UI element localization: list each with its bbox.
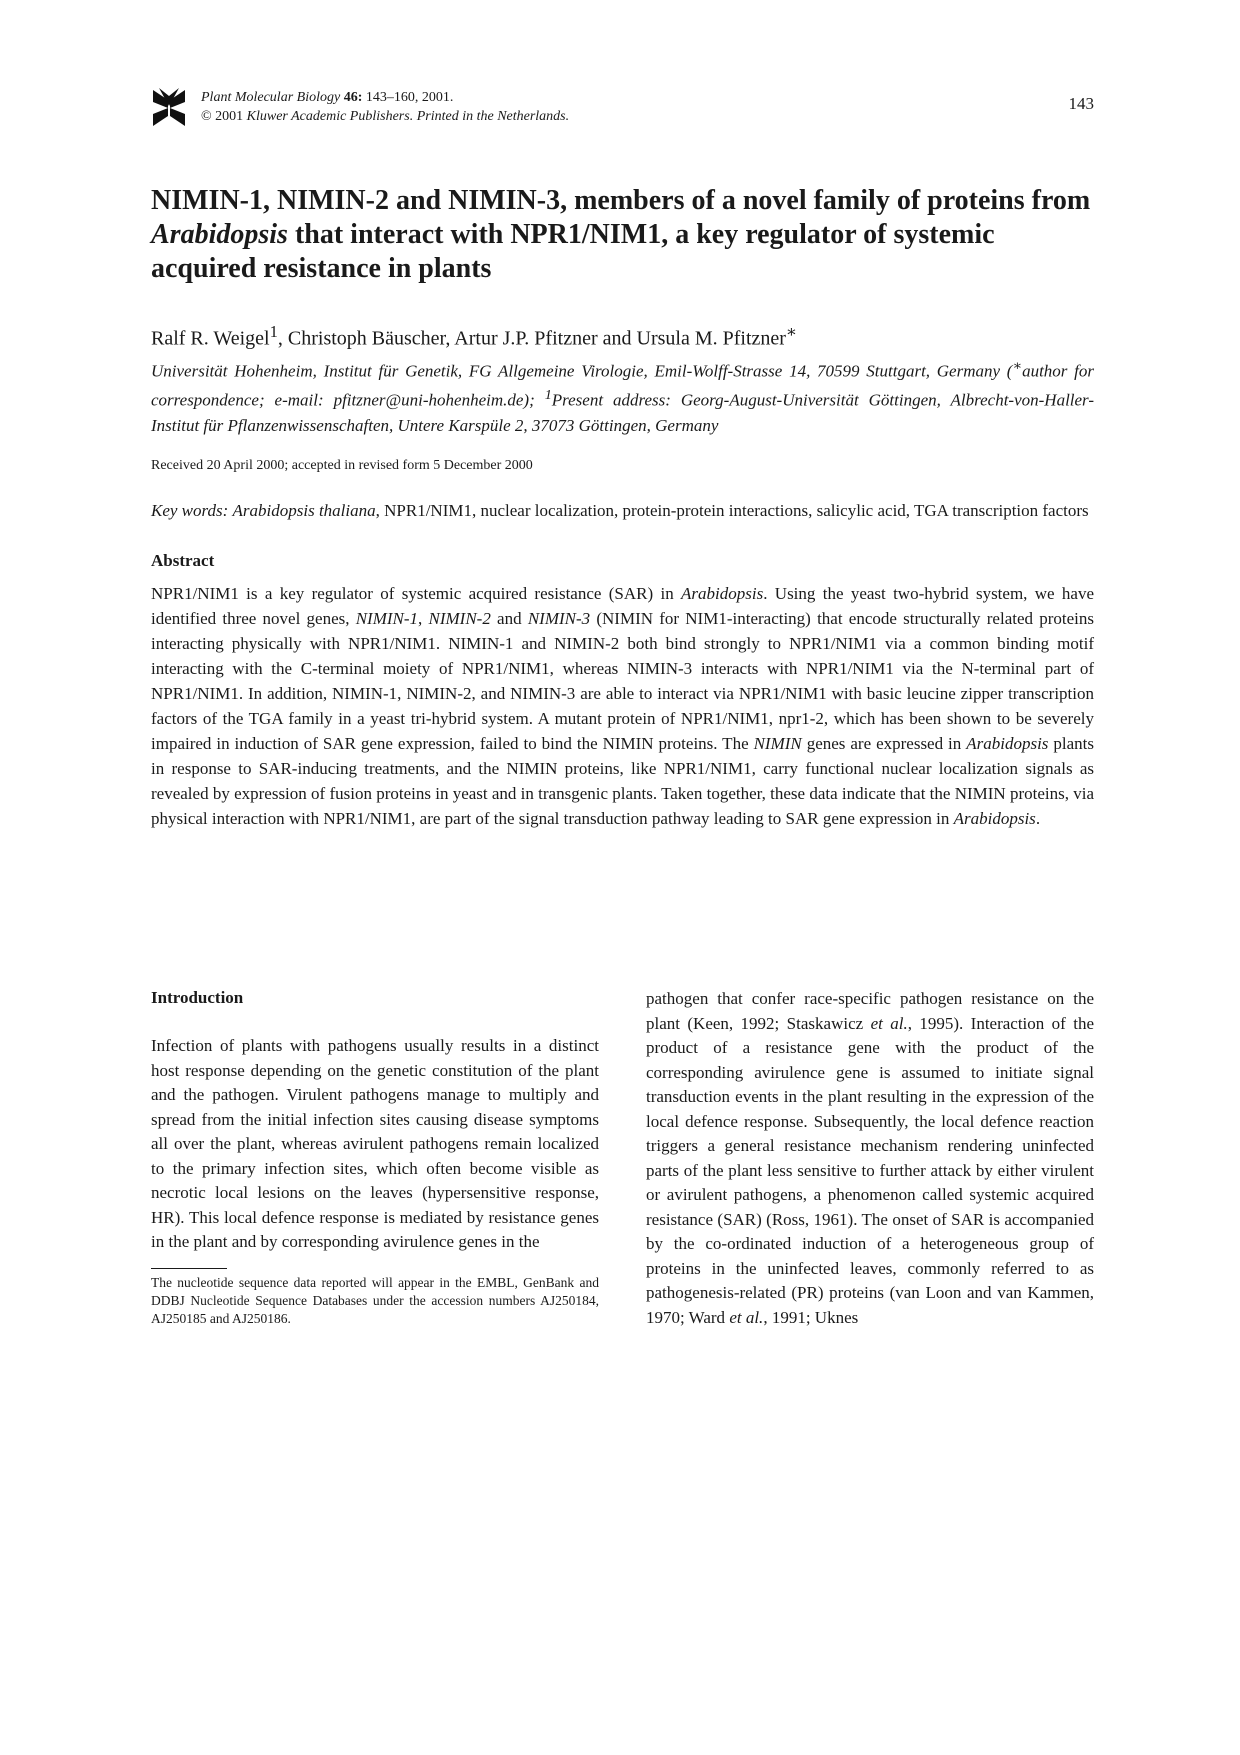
abstract-italic: NIMIN (753, 733, 802, 753)
footnote-divider (151, 1268, 227, 1269)
abstract-italic: NIMIN-1 (355, 608, 419, 628)
keywords-list: , NPR1/NIM1, nuclear localization, protein-protein interactions, salicylic acid, TGA transcription factors (375, 500, 1089, 520)
page-number: 143 (1068, 94, 1094, 113)
publisher-name: Kluwer Academic Publishers. (246, 109, 414, 124)
right-column-text: , 1995). Interaction of the product of a resistance gene with the product of the corresponding avirulence gene is assumed to initiate signal transduction events in the plant resulting in the expression of the local defence response. Subsequently, the local defence reaction triggers a general resistance mechanism rendering uninfected parts of the plant less sensitive to further attack by either virulent or avirulent pathogens, a phenomenon called systemic acquired resistance (SAR) (Ross, 1961). The onset of SAR is accompanied by the co-ordinated induction of a heterogeneous group of proteins in the uninfected leaves, commonly referred to as pathogenesis-related (PR) proteins (van Loon and van Kammen, 1970; Ward (646, 1013, 1095, 1327)
abstract-italic: Arabidopsis (681, 583, 764, 603)
right-column (646, 987, 1094, 1330)
present-address: Present address: Georg-August-Universität Göttingen, Albrecht-von-Haller-Institut für Pflanzenwissenschaften, Untere Karspüle 2, 37073 Göttingen, Germany (151, 390, 1094, 435)
keywords-label: Key words: (151, 500, 229, 520)
journal-name: Plant Molecular Biology (201, 90, 341, 105)
author-first-superscript: 1 (269, 322, 278, 341)
publisher-logo-icon (151, 88, 187, 128)
abstract-body (151, 581, 1094, 831)
introduction-heading: Introduction (151, 988, 244, 1007)
abstract-text: plants in response to SAR-inducing treatments, and the NIMIN proteins, like NPR1/NIM1, carry functional nuclear localization signals as revealed by expression of fusion proteins in yeast and in transgenic plants. Taken together, these data indicate that the NIMIN proteins, via physical interaction with NPR1/NIM1, are part of the signal transduction pathway leading to SAR gene expression in (151, 733, 1095, 828)
right-column-italic: et al. (870, 1013, 908, 1033)
abstract-text: , (418, 608, 429, 628)
correspondence-email: author for correspondence; e-mail: pfitzner@uni-hohenheim.de); (151, 361, 1094, 410)
printed-location: Printed in the Netherlands. (416, 109, 570, 124)
copyright-year: © 2001 (201, 109, 244, 124)
abstract-text: . Using the yeast two-hybrid system, we have identified three novel genes, (151, 583, 1094, 628)
abstract-text: and (490, 608, 528, 628)
received-dates: Received 20 April 2000; accepted in revised form 5 December 2000 (151, 457, 533, 473)
author-first: Ralf R. Weigel (151, 327, 270, 350)
journal-citation (201, 88, 569, 126)
affiliation-star: ∗ (1012, 357, 1023, 374)
keywords-species: Arabidopsis thaliana (232, 500, 376, 520)
abstract-text: NPR1/NIM1 is a key regulator of systemic acquired resistance (SAR) in (151, 583, 682, 603)
affiliation (151, 354, 1094, 438)
journal-volume: 46: (343, 90, 363, 105)
right-column-text: , 1991; Uknes (763, 1307, 859, 1327)
abstract-italic: Arabidopsis (966, 733, 1049, 753)
footnote: The nucleotide sequence data reported will appear in the EMBL, GenBank and DDBJ Nucleotide Sequence Databases under the accession numbers AJ250184, AJ250185 and AJ250186. (151, 1274, 599, 1326)
abstract-heading: Abstract (151, 550, 215, 570)
affiliation-superscript: 1 (544, 387, 552, 404)
corresponding-author-mark: ∗ (785, 322, 798, 341)
abstract-italic: Arabidopsis (953, 808, 1036, 828)
right-column-text: pathogen that confer race-specific pathogen resistance on the plant (Keen, 1992; Staskawicz (646, 989, 1094, 1033)
left-column (151, 987, 599, 1328)
abstract-text: (NIMIN for NIM1-interacting) that encode structurally related proteins interacting physically with NPR1/NIM1. NIMIN-1 and NIMIN-2 both bind strongly to NPR1/NIM1 via a common binding motif interacting with the C-terminal moiety of NPR1/NIM1, whereas NIMIN-3 interacts with NPR1/NIM1 via the N-terminal part of NPR1/NIM1. In addition, NIMIN-1, NIMIN-2, and NIMIN-3 are able to interact via NPR1/NIM1 with basic leucine zipper transcription factors of the TGA family in a yeast tri-hybrid system. A mutant protein of NPR1/NIM1, npr1-2, which has been shown to be severely impaired in induction of SAR gene expression, failed to bind the NIMIN proteins. The (151, 608, 1094, 753)
introduction-body: Infection of plants with pathogens usually results in a distinct host response depending on the genetic constitution of the plant and the pathogen. Virulent pathogens manage to multiply and spread from the initial infection sites causing disease symptoms all over the plant, whereas avirulent pathogens remain localized to the primary infection sites, which often become visible as necrotic local lesions on the leaves (hypersensitive response, HR). This local defence response is mediated by resistance genes in the plant and by corresponding avirulence genes in the (151, 1036, 599, 1251)
abstract-text: genes are expressed in (801, 733, 967, 753)
keywords (151, 498, 1094, 523)
title-text-2: that interact with NPR1/NIM1, a key regulator of systemic acquired resistance in plants (151, 219, 995, 284)
author-list (151, 320, 1094, 351)
abstract-italic: NIMIN-2 (428, 608, 491, 628)
title-text-1: NIMIN-1, NIMIN-2 and NIMIN-3, members of a novel family of proteins from (151, 185, 1091, 216)
right-column-italic: et al. (729, 1307, 764, 1327)
affiliation-institute: Universität Hohenheim, Institut für Genetik, FG Allgemeine Virologie, Emil-Wolff-Strasse 14, 70599 Stuttgart, Germany ( (151, 361, 1013, 381)
article-page (151, 82, 1095, 1327)
article-title (151, 184, 1094, 286)
abstract-italic: NIMIN-3 (527, 608, 591, 628)
journal-pages-year: 143–160, 2001. (365, 90, 454, 105)
title-italic-species: Arabidopsis (151, 219, 288, 250)
author-others: , Christoph Bäuscher, Artur J.P. Pfitzner and Ursula M. Pfitzner (277, 327, 786, 350)
running-header (151, 82, 1094, 132)
abstract-text: . (1035, 808, 1041, 828)
